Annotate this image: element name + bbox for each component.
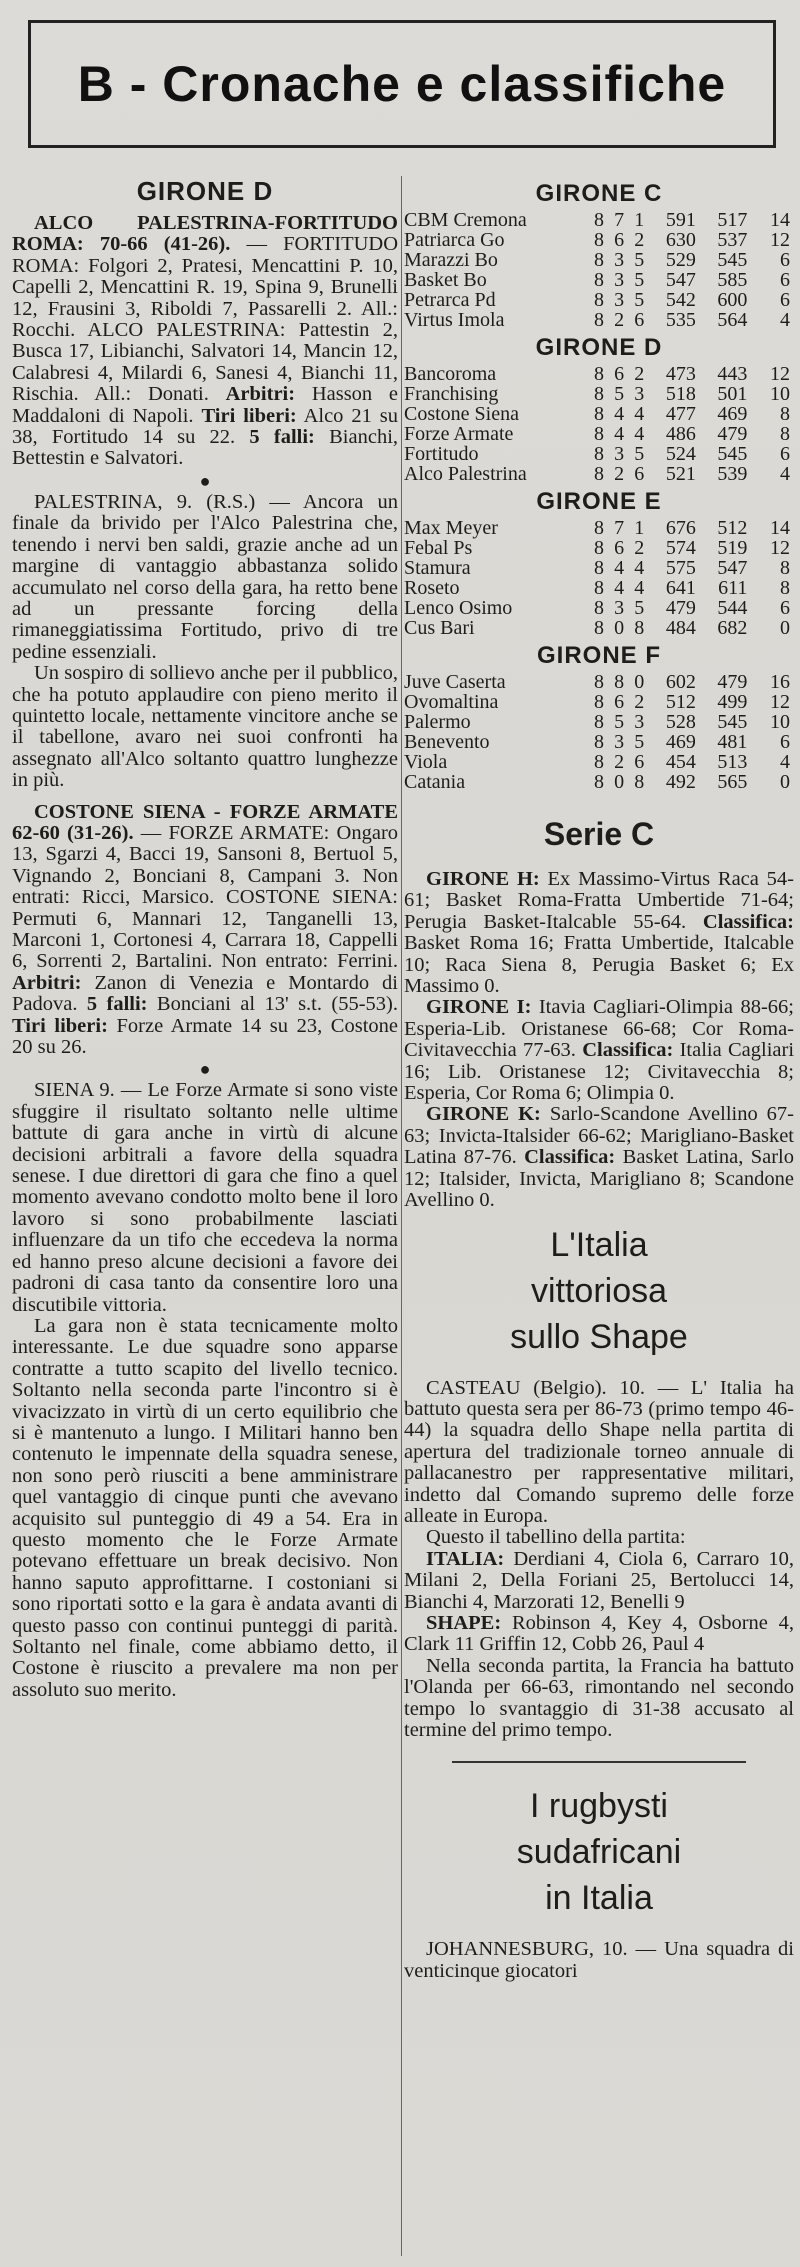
standings-row — [404, 712, 794, 732]
stat-cell: 8 — [593, 309, 604, 331]
team-name: Virtus Imola — [404, 309, 505, 331]
shape-article-shape: SHAPE: Robinson 4, Key 4, Osborne 4, Clark 11 Griffin 12, Cobb 26, Paul 4 — [404, 1611, 794, 1656]
stat-cell: 5 — [634, 443, 645, 465]
stat-cell: 6 — [634, 309, 645, 331]
stat-cell: 4 — [614, 577, 625, 599]
stat-cell: 8 — [593, 691, 604, 713]
shape-article-body3: Nella seconda partita, la Francia ha battuto l'Olanda per 66-63, rimontando nel secondo tempo lo svantaggio di 31-38 accusato al termine del primo tempo. — [404, 1654, 794, 1741]
serie-c-heading: Serie C — [543, 816, 655, 852]
stat-cell: 537 — [717, 229, 748, 251]
team-name: Benevento — [404, 731, 490, 753]
stat-cell: 6 — [780, 289, 790, 311]
stat-cell: 486 — [665, 423, 696, 445]
section-header — [28, 20, 776, 148]
stat-cell: 6 — [780, 731, 790, 753]
rugby-article-body: JOHANNESBURG, 10. — Una squadra di venticinque giocatori — [404, 1938, 794, 1982]
stat-cell: 682 — [717, 617, 748, 639]
stat-cell: 547 — [717, 557, 748, 579]
stat-cell: 469 — [717, 403, 748, 425]
stat-cell: 6 — [614, 537, 625, 559]
stat-cell: 8 — [593, 249, 604, 271]
stat-cell: 499 — [717, 691, 748, 713]
stat-cell: 519 — [717, 537, 748, 559]
stat-cell: 585 — [717, 269, 748, 291]
stat-cell: 8 — [593, 463, 604, 485]
game1-lineup-fortitudo: — FORTITUDO ROMA: Folgori 2, Pratesi, Mencattini P. 10, Capelli 2, Mencattini R. 19, Spina 9, Brunelli 12, Frausini 3, Riboldi 7, Passarelli 2. All.: Rocchi. — [12, 233, 398, 342]
standings-row — [404, 310, 794, 330]
stat-cell: 4 — [780, 309, 790, 331]
stat-cell: 6 — [634, 751, 645, 773]
team-name: Palermo — [404, 711, 471, 733]
stat-cell: 8 — [593, 537, 604, 559]
standings-row — [404, 578, 794, 598]
stat-cell: 565 — [717, 771, 748, 793]
stat-cell: 521 — [665, 463, 696, 485]
team-name: Patriarca Go — [404, 229, 505, 251]
standings-row — [404, 290, 794, 310]
stat-cell: 2 — [634, 229, 645, 251]
game1-body2: Un sospiro di sollievo anche per il pubblico, che ha potuto applaudire con pieno merito il quintetto locale, nettamente vincitore anche se il tabellone, avaro nei suoi confronti ha assegnato all'Alco soltanto quattro lunghezze in più. — [12, 662, 398, 792]
game1-falli: Bianchi, Bettestin e Salvatori. — [12, 426, 399, 470]
game1-dateline: PALESTRINA, 9. (R.S.) — — [34, 490, 290, 513]
stat-cell: 8 — [593, 671, 604, 693]
stat-cell: 6 — [780, 249, 790, 271]
serie-c-girone-i: GIRONE I: Itavia Cagliari-Olimpia 88-66; Esperia-Lib. Oristanese 66-68; Cor Roma-Civitavecchia 77-63. Classifica: Italia Cagliari 16; Lib. Oristanese 12; Civitavecchia 8; Esperia, Cor Roma 6; Olimpia 0. — [404, 996, 795, 1105]
standings-row — [404, 424, 794, 444]
game1-arbitri-label: Arbitri: — [225, 383, 296, 406]
stat-cell: 473 — [665, 363, 696, 385]
stat-cell: 10 — [770, 711, 790, 733]
team-name: Max Meyer — [404, 517, 498, 539]
stat-cell: 524 — [665, 443, 696, 465]
stat-cell: 8 — [593, 577, 604, 599]
stat-cell: 479 — [717, 423, 748, 445]
stat-cell: 6 — [780, 269, 790, 291]
stat-cell: 479 — [717, 671, 748, 693]
game2-tiri: Forze Armate 14 su 23, Costone 20 su 26. — [12, 1014, 398, 1059]
team-name: Marazzi Bo — [404, 249, 498, 271]
game2-lineup-costone: COSTONE SIENA: Permuti 6, Mannari 12, Tanganelli 13, Marconi 1, Cortonesi 4, Carrara 18, Cappelli 6, Sorrenti 2, Bartalini. Non entrato: Ferrini. — [12, 886, 399, 973]
stat-cell: 517 — [717, 209, 748, 231]
stat-cell: 8 — [780, 403, 790, 425]
stat-cell: 12 — [770, 537, 790, 559]
standings-table — [404, 364, 794, 484]
stat-cell: 6 — [634, 463, 645, 485]
game2-report — [12, 802, 398, 1059]
game2-body1: SIENA 9. — Le Forze Armate si sono viste sfuggire il risultato soltanto nelle ultime battute di gara anche in virtù di alcune decisioni arbitrali a favore della squadra senese. I due direttori di gara che fino a quel momento avevano condotto molto bene il loro lavoro si sono probabilmente lasciati influenzare da un tifo che eccedeva la norma ed hanno preso alcune decisioni a favore dei padroni di casa tanto da consentire loro una discutibile vittoria. — [12, 1079, 398, 1316]
stat-cell: 6 — [614, 229, 625, 251]
stat-cell: 8 — [593, 363, 604, 385]
stat-cell: 8 — [593, 403, 604, 425]
standings-row — [404, 270, 794, 290]
stat-cell: 16 — [770, 671, 790, 693]
stat-cell: 3 — [614, 731, 625, 753]
stat-cell: 8 — [593, 617, 604, 639]
stat-cell: 8 — [593, 597, 604, 619]
stat-cell: 8 — [593, 771, 604, 793]
standings-row — [404, 210, 794, 230]
stat-cell: 5 — [634, 731, 645, 753]
stat-cell: 600 — [717, 289, 748, 311]
stat-cell: 2 — [614, 309, 625, 331]
stat-cell: 5 — [634, 289, 645, 311]
stat-cell: 3 — [614, 443, 625, 465]
stat-cell: 542 — [665, 289, 696, 311]
game1-tiri: Alco 21 su 38, Fortitudo 14 su 22. — [12, 404, 399, 449]
stat-cell: 8 — [593, 751, 604, 773]
stat-cell: 3 — [614, 249, 625, 271]
stat-cell: 8 — [634, 617, 645, 639]
game2-arbitri-label: Arbitri: — [12, 971, 82, 994]
standings-row — [404, 444, 794, 464]
stat-cell: 4 — [614, 403, 625, 425]
stat-cell: 3 — [614, 269, 625, 291]
game2-tiri-label: Tiri liberi: — [12, 1014, 108, 1037]
stat-cell: 5 — [634, 249, 645, 271]
team-name: Stamura — [404, 557, 471, 579]
team-name: Alco Palestrina — [404, 463, 527, 485]
stat-cell: 479 — [665, 597, 696, 619]
stat-cell: 0 — [614, 771, 625, 793]
game2-arbitri: Zanon di Venezia e Montardo di Padova. — [12, 971, 399, 1016]
standings-table — [404, 210, 794, 330]
stat-cell: 12 — [770, 363, 790, 385]
team-name: Costone Siena — [404, 403, 519, 425]
stat-cell: 4 — [634, 403, 645, 425]
game2-lineup-forze: — FORZE ARMATE: Ongaro 13, Sgarzi 4, Bacci 19, Sansoni 8, Bertuol 5, Vignando 2, Bonciani 8, Campani 3. Non entrati: Ricci, Marsico. — [12, 821, 399, 909]
standings-row — [404, 404, 794, 424]
stat-cell: 8 — [593, 517, 604, 539]
stat-cell: 8 — [593, 229, 604, 251]
stat-cell: 545 — [717, 443, 748, 465]
standings-row — [404, 518, 794, 538]
standings-row — [404, 384, 794, 404]
team-name: CBM Cremona — [404, 209, 527, 231]
shape-article-headline: L'Italia vittoriosa sullo Shape — [510, 1225, 688, 1356]
stat-cell: 535 — [665, 309, 696, 331]
standings-row — [404, 538, 794, 558]
standings-tables — [404, 180, 794, 792]
stat-cell: 484 — [665, 617, 696, 639]
stat-cell: 443 — [717, 363, 748, 385]
stat-cell: 14 — [770, 209, 790, 231]
stat-cell: 2 — [614, 463, 625, 485]
stat-cell: 4 — [634, 557, 645, 579]
stat-cell: 469 — [665, 731, 696, 753]
stat-cell: 564 — [717, 309, 748, 331]
standings-row — [404, 732, 794, 752]
stat-cell: 3 — [614, 597, 625, 619]
stat-cell: 3 — [634, 711, 645, 733]
standings-row — [404, 672, 794, 692]
standings-row — [404, 230, 794, 250]
stat-cell: 5 — [614, 711, 625, 733]
page-title: B - Cronache e classifiche — [77, 56, 727, 112]
standings-heading: GIRONE D — [535, 334, 663, 361]
team-name: Forze Armate — [404, 423, 514, 445]
stat-cell: 4 — [614, 423, 625, 445]
game1-headline: ALCO PALESTRINA-FORTITUDO ROMA: 70-66 (41-26). — [12, 212, 398, 256]
stat-cell: 6 — [780, 443, 790, 465]
standings-row — [404, 558, 794, 578]
shape-article-body2: Questo il tabellino della partita: — [426, 1526, 686, 1549]
bullet-divider: ● — [199, 1059, 211, 1080]
stat-cell: 3 — [634, 383, 645, 405]
column-divider — [401, 176, 402, 2256]
stat-cell: 8 — [593, 443, 604, 465]
team-name: Fortitudo — [404, 443, 479, 465]
team-name: Febal Ps — [404, 537, 473, 559]
team-name: Roseto — [404, 577, 460, 599]
game2-falli: Bonciani al 13' s.t. (55-53). — [156, 993, 398, 1016]
stat-cell: 2 — [634, 363, 645, 385]
stat-cell: 2 — [634, 537, 645, 559]
stat-cell: 591 — [665, 209, 696, 231]
standings-row — [404, 364, 794, 384]
stat-cell: 1 — [634, 517, 645, 539]
standings-row — [404, 752, 794, 772]
team-name: Juve Caserta — [404, 671, 506, 693]
stat-cell: 8 — [780, 577, 790, 599]
stat-cell: 8 — [593, 557, 604, 579]
stat-cell: 545 — [717, 249, 748, 271]
left-column — [12, 176, 398, 1701]
stat-cell: 574 — [665, 537, 696, 559]
stat-cell: 547 — [665, 269, 696, 291]
standings-heading: GIRONE F — [536, 642, 661, 669]
serie-c-girone-k: GIRONE K: Sarlo-Scandone Avellino 67-63; Invicta-Italsider 66-62; Marigliano-Basket Latina 87-76. Classifica: Basket Latina, Sarlo 12; Italsider, Invicta, Marigliano 8; Scandone Avellino 0. — [404, 1103, 794, 1212]
standings-row — [404, 598, 794, 618]
article-separator — [452, 1761, 746, 1763]
stat-cell: 12 — [770, 229, 790, 251]
bullet-divider: ● — [199, 470, 211, 491]
serie-c-girone-h: GIRONE H: Ex Massimo-Virtus Raca 54-61; Basket Roma-Fratta Umbertide 71-64; Perugia Basket-Italcable 55-64. Classifica: Basket Roma 16; Fratta Umbertide, Italcable 10; Raca Siena 8, Perugia Basket 6; Ex Massimo 0. — [404, 868, 794, 998]
team-name: Franchising — [404, 383, 499, 405]
stat-cell: 8 — [634, 771, 645, 793]
stat-cell: 5 — [634, 597, 645, 619]
team-name: Ovomaltina — [404, 691, 499, 713]
stat-cell: 3 — [614, 289, 625, 311]
standings-heading: GIRONE E — [536, 488, 662, 515]
stat-cell: 8 — [593, 209, 604, 231]
shape-article-body1: CASTEAU (Belgio). 10. — L' Italia ha battuto questa sera per 86-73 (primo tempo 46-44) la squadra dello Shape nella partita di apertura del tradizionale torneo annuale di pallacanestro per rappresentative militari, indetto dal Comando supremo delle forze alleate in Europa. — [404, 1376, 794, 1527]
right-column — [404, 176, 794, 1982]
stat-cell: 8 — [593, 383, 604, 405]
team-name: Bancoroma — [404, 363, 497, 385]
stat-cell: 512 — [665, 691, 696, 713]
game1-lineup-alco: ALCO PALESTRINA: Pattestin 2, Busca 17, Libianchi, Salvatori 14, Mancin 12, Calabresi 4, Milardi 6, Sanesi 4, Bianchi 11, Rischia. All.: Donati. — [12, 319, 399, 406]
stat-cell: 8 — [593, 711, 604, 733]
stat-cell: 544 — [717, 597, 748, 619]
standings-table — [404, 672, 794, 792]
game1-falli-label: 5 falli: — [249, 426, 315, 449]
stat-cell: 545 — [717, 711, 748, 733]
stat-cell: 14 — [770, 517, 790, 539]
stat-cell: 7 — [614, 517, 625, 539]
team-name: Petrarca Pd — [404, 289, 496, 311]
stat-cell: 518 — [665, 383, 696, 405]
stat-cell: 4 — [780, 463, 790, 485]
stat-cell: 8 — [593, 731, 604, 753]
game1-body1: PALESTRINA, 9. (R.S.) — Ancora un finale da brivido per l'Alco Palestrina che, tenendo i nervi ben saldi, grazie anche ad un margine di vantaggio abbastanza solido accumulato nel corso della gara, ha retto bene ad un pressante forcing della rimaneggiatissima Fortitudo, privo di tre pedine essenziali. — [12, 490, 398, 663]
stat-cell: 630 — [665, 229, 696, 251]
stat-cell: 529 — [665, 249, 696, 271]
stat-cell: 513 — [717, 751, 748, 773]
stat-cell: 528 — [665, 711, 696, 733]
stat-cell: 512 — [717, 517, 748, 539]
standings-row — [404, 772, 794, 792]
stat-cell: 454 — [665, 751, 696, 773]
game2-body2: La gara non è stata tecnicamente molto interessante. Le due squadre sono apparse contratte a tutto scapito del livello tecnico. Soltanto nella seconda parte l'incontro si è vivacizzato in virtù di un certo equilibrio che si è mantenuto a lungo. I Militari hanno ben contenuto le impennate della squadra senese, non sono però riusciti a bene amministrare quel vantaggio di cinque punti che avevano acquisito sul punteggio di 49 a 54. Era in questo momento che le Forze Armate potevano effettuare un break decisivo. Non hanno saputo approfittarne. I costoniani si sono riportati sotto e la gara è andata avanti di questo passo con continui punteggi di parità. Soltanto nel finale, come abbiamo detto, il Costone è riuscito a prevalere ma non per assoluto suo merito. — [12, 1314, 398, 1701]
stat-cell: 6 — [614, 363, 625, 385]
standings-row — [404, 464, 794, 484]
stat-cell: 2 — [634, 691, 645, 713]
stat-cell: 4 — [780, 751, 790, 773]
stat-cell: 0 — [780, 617, 790, 639]
standings-table — [404, 518, 794, 638]
girone-d-heading: GIRONE D — [136, 176, 274, 206]
standings-heading: GIRONE C — [535, 180, 663, 207]
standings-row — [404, 250, 794, 270]
stat-cell: 501 — [717, 383, 748, 405]
stat-cell: 0 — [614, 617, 625, 639]
game1-tiri-label: Tiri liberi: — [201, 404, 297, 427]
stat-cell: 10 — [770, 383, 790, 405]
stat-cell: 1 — [634, 209, 645, 231]
stat-cell: 7 — [614, 209, 625, 231]
standings-row — [404, 618, 794, 638]
stat-cell: 492 — [665, 771, 696, 793]
rugby-dateline: JOHANNESBURG, 10. — — [426, 1938, 657, 1961]
stat-cell: 8 — [780, 557, 790, 579]
stat-cell: 5 — [614, 383, 625, 405]
stat-cell: 8 — [593, 423, 604, 445]
stat-cell: 477 — [665, 403, 696, 425]
team-name: Catania — [404, 771, 466, 793]
shape-dateline: CASTEAU (Belgio). 10. — — [426, 1376, 679, 1399]
stat-cell: 676 — [665, 517, 696, 539]
stat-cell: 602 — [665, 671, 696, 693]
team-name: Lenco Osimo — [404, 597, 513, 619]
stat-cell: 2 — [614, 751, 625, 773]
stat-cell: 4 — [634, 423, 645, 445]
stat-cell: 8 — [780, 423, 790, 445]
game1-arbitri: Hasson e Maddaloni di Napoli. — [12, 383, 399, 427]
stat-cell: 611 — [718, 577, 748, 599]
standings-row — [404, 692, 794, 712]
stat-cell: 8 — [614, 671, 625, 693]
game2-dateline: SIENA 9. — — [34, 1079, 142, 1102]
stat-cell: 539 — [717, 463, 748, 485]
stat-cell: 4 — [614, 557, 625, 579]
team-name: Cus Bari — [404, 617, 475, 639]
shape-article-italia: ITALIA: Derdiani 4, Ciola 6, Carraro 10, Milani 2, Della Foriani 25, Bertolucci 14, Bianchi 4, Marzorati 12, Benelli 9 — [404, 1547, 795, 1613]
stat-cell: 5 — [634, 269, 645, 291]
stat-cell: 481 — [717, 731, 748, 753]
stat-cell: 6 — [614, 691, 625, 713]
game2-headline: COSTONE SIENA - FORZE ARMATE 62-60 (31-26). — [12, 800, 398, 844]
stat-cell: 6 — [780, 597, 790, 619]
stat-cell: 8 — [593, 269, 604, 291]
team-name: Basket Bo — [404, 269, 487, 291]
stat-cell: 0 — [780, 771, 790, 793]
rugby-article-headline: I rugbysti sudafricani in Italia — [516, 1787, 682, 1918]
stat-cell: 12 — [770, 691, 790, 713]
stat-cell: 4 — [634, 577, 645, 599]
team-name: Viola — [404, 751, 448, 773]
stat-cell: 8 — [593, 289, 604, 311]
stat-cell: 641 — [665, 577, 696, 599]
game1-report — [12, 213, 398, 470]
stat-cell: 0 — [634, 671, 645, 693]
stat-cell: 575 — [665, 557, 696, 579]
game2-falli-label: 5 falli: — [86, 993, 148, 1016]
